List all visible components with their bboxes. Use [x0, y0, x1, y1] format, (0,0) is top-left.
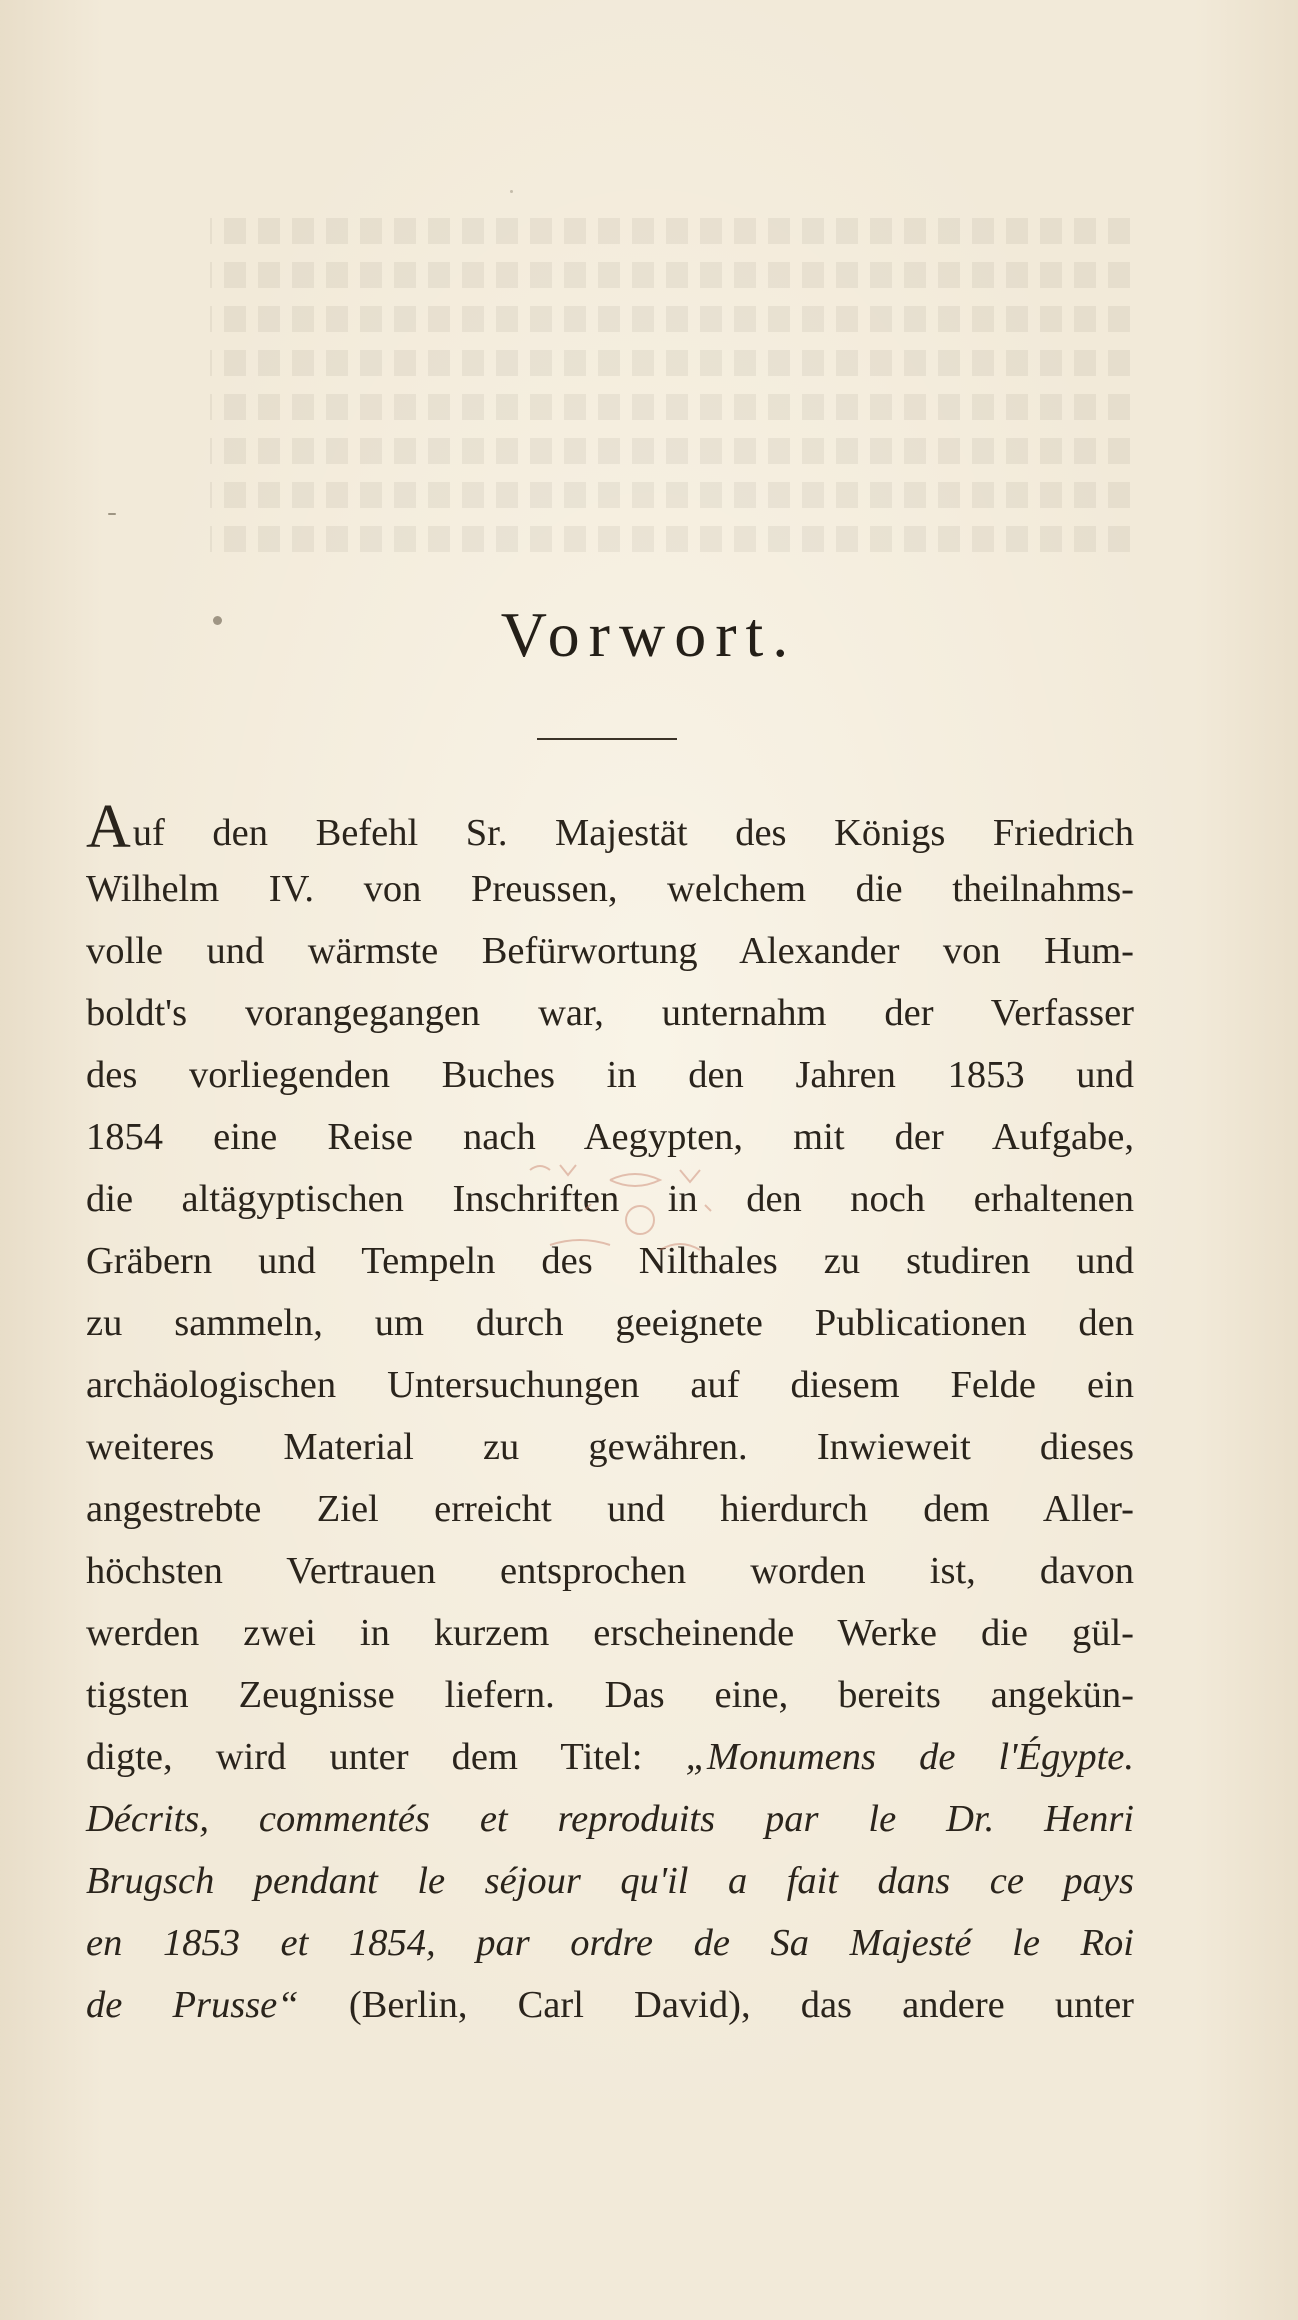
- title-divider: [537, 738, 677, 740]
- text-line: angestrebte Ziel erreicht und hierdurch dem Aller-: [86, 1488, 1134, 1530]
- text-line: archäologischen Untersuchungen auf diesem Felde ein: [86, 1364, 1134, 1406]
- text-line: tigsten Zeugnisse liefern. Das eine, bereits angekün-: [86, 1674, 1134, 1716]
- text-line: Auf den Befehl Sr. Majestät des Königs Friedrich: [86, 793, 1134, 861]
- text-line: Gräbern und Tempeln des Nilthales zu studiren und: [86, 1240, 1134, 1282]
- text-line: höchsten Vertrauen entsprochen worden ist, davon: [86, 1550, 1134, 1592]
- text-line: 1854 eine Reise nach Aegypten, mit der Aufgabe,: [86, 1116, 1134, 1158]
- text-line: Décrits, commentés et reproduits par le Dr. Henri: [86, 1798, 1134, 1840]
- body-text: [86, 793, 1135, 2036]
- drop-cap: A: [86, 793, 131, 861]
- text-line: de Prusse“ (Berlin, Carl David), das andere unter: [86, 1984, 1134, 2026]
- text-line: digte, wird unter dem Titel: „Monumens de l'Égypte.: [86, 1736, 1135, 1778]
- text-line: werden zwei in kurzem erscheinende Werke die gül-: [86, 1612, 1134, 1654]
- text-line: zu sammeln, um durch geeignete Publicationen den: [86, 1302, 1134, 1344]
- page-title: Vorwort.: [500, 599, 798, 670]
- text-line: Wilhelm IV. von Preussen, welchem die theilnahms-: [86, 868, 1134, 910]
- text-line: boldt's vorangegangen war, unternahm der Verfasser: [86, 992, 1134, 1034]
- show-through-text: [210, 200, 1130, 760]
- text-line: die altägyptischen Inschriften in den noch erhaltenen: [86, 1178, 1134, 1220]
- text-line: volle und wärmste Befürwortung Alexander von Hum-: [86, 930, 1134, 972]
- text-line: Brugsch pendant le séjour qu'il a fait dans ce pays: [86, 1860, 1134, 1902]
- text-line: des vorliegenden Buches in den Jahren 1853 und: [86, 1054, 1134, 1096]
- text-line: en 1853 et 1854, par ordre de Sa Majesté le Roi: [86, 1922, 1134, 1964]
- ink-speck: [510, 190, 513, 193]
- text-line: weiteres Material zu gewähren. Inwieweit dieses: [86, 1426, 1134, 1468]
- ink-speck: [108, 513, 116, 515]
